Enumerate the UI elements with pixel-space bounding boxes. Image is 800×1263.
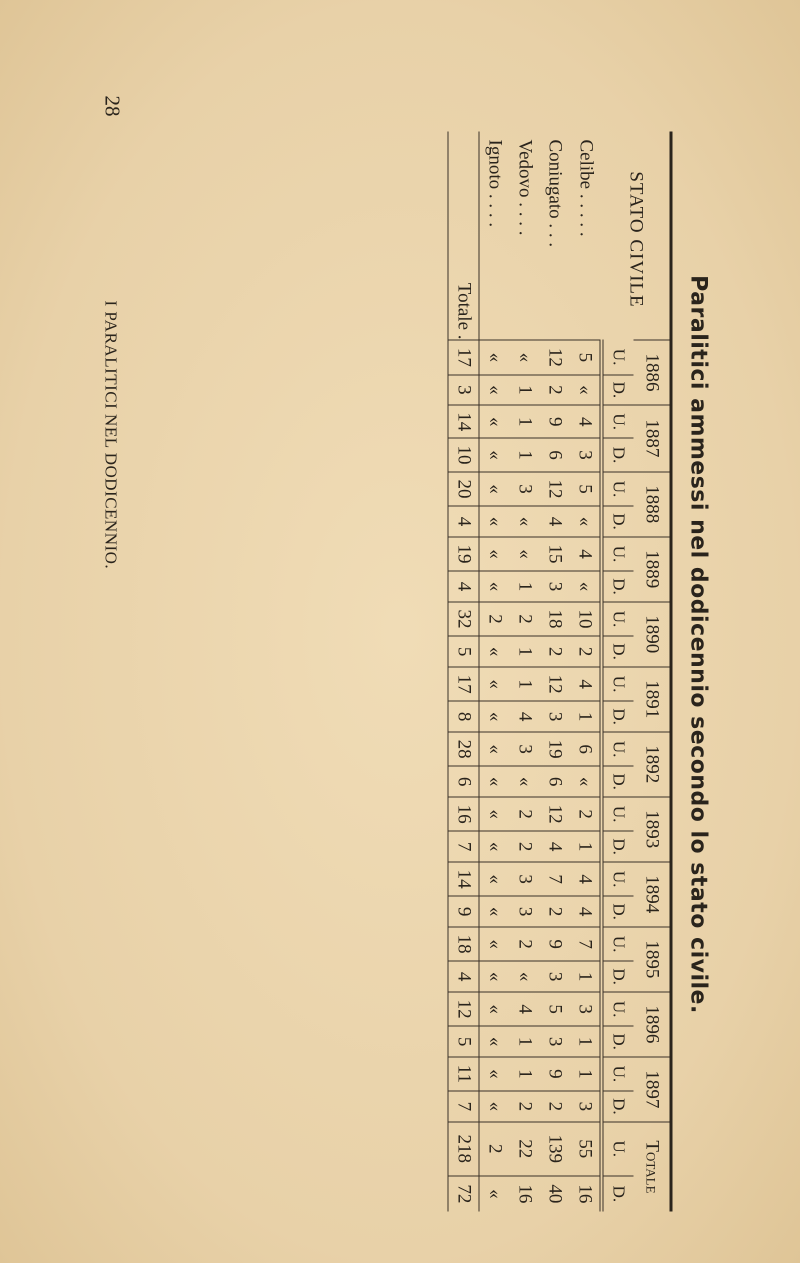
d-header: D. bbox=[602, 438, 634, 471]
table-cell: « bbox=[570, 506, 602, 536]
total-d-cell: 16 bbox=[510, 1176, 540, 1212]
d-header: D. bbox=[602, 1091, 634, 1122]
total-d-cell: « bbox=[479, 1176, 510, 1212]
table-cell: 15 bbox=[540, 537, 570, 572]
table-cell: « bbox=[479, 571, 510, 601]
d-header: D. bbox=[602, 506, 634, 536]
table-cell: 4 bbox=[448, 571, 479, 601]
year-header: 1889 bbox=[634, 537, 672, 602]
table-cell: « bbox=[479, 537, 510, 572]
total-d-header: D. bbox=[602, 1176, 634, 1212]
table-cell: 12 bbox=[540, 797, 570, 832]
table-cell: « bbox=[479, 1057, 510, 1091]
table-cell: 2 bbox=[540, 896, 570, 926]
u-header: U. bbox=[602, 472, 634, 507]
d-header: D. bbox=[602, 375, 634, 405]
d-header: D. bbox=[602, 1026, 634, 1056]
table-row bbox=[570, 132, 602, 1212]
table-cell: « bbox=[479, 992, 510, 1027]
total-d-cell: 16 bbox=[570, 1176, 602, 1212]
year-header: 1890 bbox=[634, 602, 672, 667]
rotated-page bbox=[1, 0, 800, 1263]
table-cell: 4 bbox=[448, 961, 479, 991]
table-cell: 18 bbox=[448, 927, 479, 962]
table-cell: 5 bbox=[570, 472, 602, 507]
year-header-row bbox=[634, 132, 672, 1212]
table-cell: 28 bbox=[448, 732, 479, 767]
table-cell: « bbox=[510, 340, 540, 375]
table-cell: 1 bbox=[510, 571, 540, 601]
u-header: U. bbox=[602, 537, 634, 572]
table-cell: 1 bbox=[570, 961, 602, 991]
table-cell: « bbox=[479, 766, 510, 796]
table-cell: « bbox=[570, 766, 602, 796]
table-cell: 1 bbox=[510, 1026, 540, 1056]
table-cell: 7 bbox=[448, 831, 479, 861]
table-cell: 4 bbox=[448, 506, 479, 536]
table-cell: « bbox=[479, 896, 510, 926]
table-cell: 10 bbox=[570, 602, 602, 637]
table-cell: 9 bbox=[448, 896, 479, 926]
table-cell: « bbox=[479, 506, 510, 536]
table-cell: 3 bbox=[570, 438, 602, 471]
table-cell: 10 bbox=[448, 438, 479, 471]
table-cell: 3 bbox=[540, 701, 570, 731]
u-header: U. bbox=[602, 992, 634, 1027]
table-cell: 4 bbox=[540, 831, 570, 861]
table-cell: « bbox=[510, 506, 540, 536]
d-header: D. bbox=[602, 571, 634, 601]
row-label: Vedovo . . . . bbox=[514, 139, 536, 236]
table-cell: 18 bbox=[540, 602, 570, 637]
table-cell: 2 bbox=[540, 636, 570, 666]
d-header: D. bbox=[602, 701, 634, 731]
table-cell: 4 bbox=[540, 506, 570, 536]
table-cell: 2 bbox=[540, 1091, 570, 1122]
table-cell: 19 bbox=[448, 537, 479, 572]
table-cell: 3 bbox=[540, 961, 570, 991]
table-cell: « bbox=[479, 862, 510, 897]
table-cell: « bbox=[479, 1091, 510, 1122]
table-cell: 3 bbox=[540, 1026, 570, 1056]
table-cell: « bbox=[479, 472, 510, 507]
table-cell: 3 bbox=[510, 472, 540, 507]
table-cell: 19 bbox=[540, 732, 570, 767]
table-cell: 16 bbox=[448, 797, 479, 832]
table-body bbox=[448, 132, 602, 1212]
stato-civile-table bbox=[448, 132, 673, 1212]
table-cell: 4 bbox=[570, 862, 602, 897]
row-label: Totale . bbox=[448, 132, 479, 341]
table-cell: « bbox=[479, 375, 510, 405]
table-row bbox=[479, 132, 510, 1212]
table-cell: 14 bbox=[448, 862, 479, 897]
total-u-cell: 55 bbox=[570, 1122, 602, 1176]
table-cell: 6 bbox=[570, 732, 602, 767]
table-cell: 2 bbox=[510, 602, 540, 637]
table-cell: « bbox=[510, 537, 540, 572]
d-header: D. bbox=[602, 961, 634, 991]
table-cell: « bbox=[479, 405, 510, 438]
total-u-cell: 218 bbox=[448, 1122, 479, 1176]
row-label: Ignoto . . . . bbox=[484, 139, 506, 228]
table-cell: « bbox=[479, 438, 510, 471]
table-row bbox=[510, 132, 540, 1212]
table-cell: 2 bbox=[510, 797, 540, 832]
table-cell: 9 bbox=[540, 927, 570, 962]
table-cell: 3 bbox=[540, 571, 570, 601]
table-cell: « bbox=[510, 766, 540, 796]
table-cell: 1 bbox=[510, 405, 540, 438]
total-u-header: U. bbox=[602, 1122, 634, 1176]
d-header: D. bbox=[602, 766, 634, 796]
table-cell: 3 bbox=[570, 1091, 602, 1122]
year-header: 1886 bbox=[634, 340, 672, 405]
page-number: 28 bbox=[100, 95, 125, 117]
table-cell: 20 bbox=[448, 472, 479, 507]
table-cell: 4 bbox=[570, 896, 602, 926]
table-cell: « bbox=[479, 1026, 510, 1056]
table-cell: 2 bbox=[510, 831, 540, 861]
table-cell: 17 bbox=[448, 667, 479, 702]
table-cell: « bbox=[570, 375, 602, 405]
year-header: 1897 bbox=[634, 1057, 672, 1122]
table-cell: « bbox=[570, 571, 602, 601]
table-cell: « bbox=[479, 667, 510, 702]
table-cell: 3 bbox=[510, 896, 540, 926]
table-cell: 7 bbox=[540, 862, 570, 897]
table-title: Paralitici ammessi nel dodicennio secondo lo stato civile. bbox=[685, 275, 711, 1014]
table-cell: 1 bbox=[570, 701, 602, 731]
table-cell: 32 bbox=[448, 602, 479, 637]
year-header: 1887 bbox=[634, 405, 672, 472]
table-cell: 8 bbox=[448, 701, 479, 731]
table-cell: 1 bbox=[510, 375, 540, 405]
table-cell: 17 bbox=[448, 340, 479, 375]
total-d-cell: 72 bbox=[448, 1176, 479, 1212]
table-cell: 5 bbox=[448, 1026, 479, 1056]
total-header: Totale bbox=[634, 1122, 672, 1212]
table-cell: « bbox=[479, 340, 510, 375]
table-cell: « bbox=[479, 927, 510, 962]
u-header: U. bbox=[602, 667, 634, 702]
table-cell: 5 bbox=[570, 340, 602, 375]
total-u-cell: 22 bbox=[510, 1122, 540, 1176]
u-header: U. bbox=[602, 405, 634, 438]
table-cell: 12 bbox=[448, 992, 479, 1027]
u-header: U. bbox=[602, 862, 634, 897]
d-header: D. bbox=[602, 831, 634, 861]
table-cell: 9 bbox=[540, 1057, 570, 1091]
table-cell: 6 bbox=[540, 438, 570, 471]
u-header: U. bbox=[602, 732, 634, 767]
table-cell: 4 bbox=[510, 992, 540, 1027]
page-header bbox=[85, 96, 125, 1196]
table-cell: 2 bbox=[570, 797, 602, 832]
table-cell: 12 bbox=[540, 340, 570, 375]
year-header: 1888 bbox=[634, 472, 672, 537]
table-cell: 4 bbox=[510, 701, 540, 731]
table-cell: « bbox=[479, 797, 510, 832]
total-u-cell: 139 bbox=[540, 1122, 570, 1176]
table-cell: 4 bbox=[570, 405, 602, 438]
running-head: I PARALITICI NEL DODICENNIO. bbox=[101, 300, 121, 570]
year-header: 1895 bbox=[634, 927, 672, 992]
table-cell: 2 bbox=[510, 1091, 540, 1122]
table-cell: 5 bbox=[448, 636, 479, 666]
year-header: 1892 bbox=[634, 732, 672, 797]
table-cell: « bbox=[479, 636, 510, 666]
table-cell: « bbox=[479, 701, 510, 731]
year-header: 1893 bbox=[634, 797, 672, 862]
table-row bbox=[540, 132, 570, 1212]
table-cell: 2 bbox=[570, 636, 602, 666]
u-header: U. bbox=[602, 797, 634, 832]
year-header: 1894 bbox=[634, 862, 672, 927]
d-header: D. bbox=[602, 896, 634, 926]
table-cell: « bbox=[479, 961, 510, 991]
table-cell: 1 bbox=[510, 438, 540, 471]
table-cell: 6 bbox=[448, 766, 479, 796]
table-cell: 3 bbox=[510, 732, 540, 767]
table-cell: 4 bbox=[570, 667, 602, 702]
total-u-cell: 2 bbox=[479, 1122, 510, 1176]
u-header: U. bbox=[602, 927, 634, 962]
u-header: U. bbox=[602, 602, 634, 637]
table-cell: 1 bbox=[510, 667, 540, 702]
table-cell: « bbox=[510, 961, 540, 991]
u-header: U. bbox=[602, 340, 634, 375]
table-cell: 1 bbox=[570, 1057, 602, 1091]
table-cell: 7 bbox=[448, 1091, 479, 1122]
d-header: D. bbox=[602, 636, 634, 666]
table-cell: 1 bbox=[570, 831, 602, 861]
table-cell: 1 bbox=[510, 1057, 540, 1091]
table-cell: 3 bbox=[570, 992, 602, 1027]
table-cell: 14 bbox=[448, 405, 479, 438]
table-cell: 1 bbox=[510, 636, 540, 666]
row-label: Celibe . . . . . bbox=[575, 139, 597, 237]
table-cell: 2 bbox=[510, 927, 540, 962]
table-cell: 2 bbox=[540, 375, 570, 405]
year-header: 1891 bbox=[634, 667, 672, 732]
table-cell: « bbox=[479, 732, 510, 767]
table-cell: 5 bbox=[540, 992, 570, 1027]
table-cell: 4 bbox=[570, 537, 602, 572]
table-cell: 3 bbox=[448, 375, 479, 405]
year-header: 1896 bbox=[634, 992, 672, 1057]
u-header: U. bbox=[602, 1057, 634, 1091]
table-cell: « bbox=[479, 831, 510, 861]
table-cell: 2 bbox=[479, 602, 510, 637]
stub-header: STATO CIVILE bbox=[602, 132, 672, 341]
table-cell: 12 bbox=[540, 472, 570, 507]
total-row bbox=[448, 132, 479, 1212]
data-table bbox=[448, 132, 673, 1212]
table-cell: 9 bbox=[540, 405, 570, 438]
row-label: Coniugato . . . bbox=[544, 139, 566, 248]
table-cell: 7 bbox=[570, 927, 602, 962]
table-cell: 3 bbox=[510, 862, 540, 897]
table-cell: 11 bbox=[448, 1057, 479, 1091]
table-cell: 1 bbox=[570, 1026, 602, 1056]
table-cell: 6 bbox=[540, 766, 570, 796]
table-cell: 12 bbox=[540, 667, 570, 702]
total-d-cell: 40 bbox=[540, 1176, 570, 1212]
